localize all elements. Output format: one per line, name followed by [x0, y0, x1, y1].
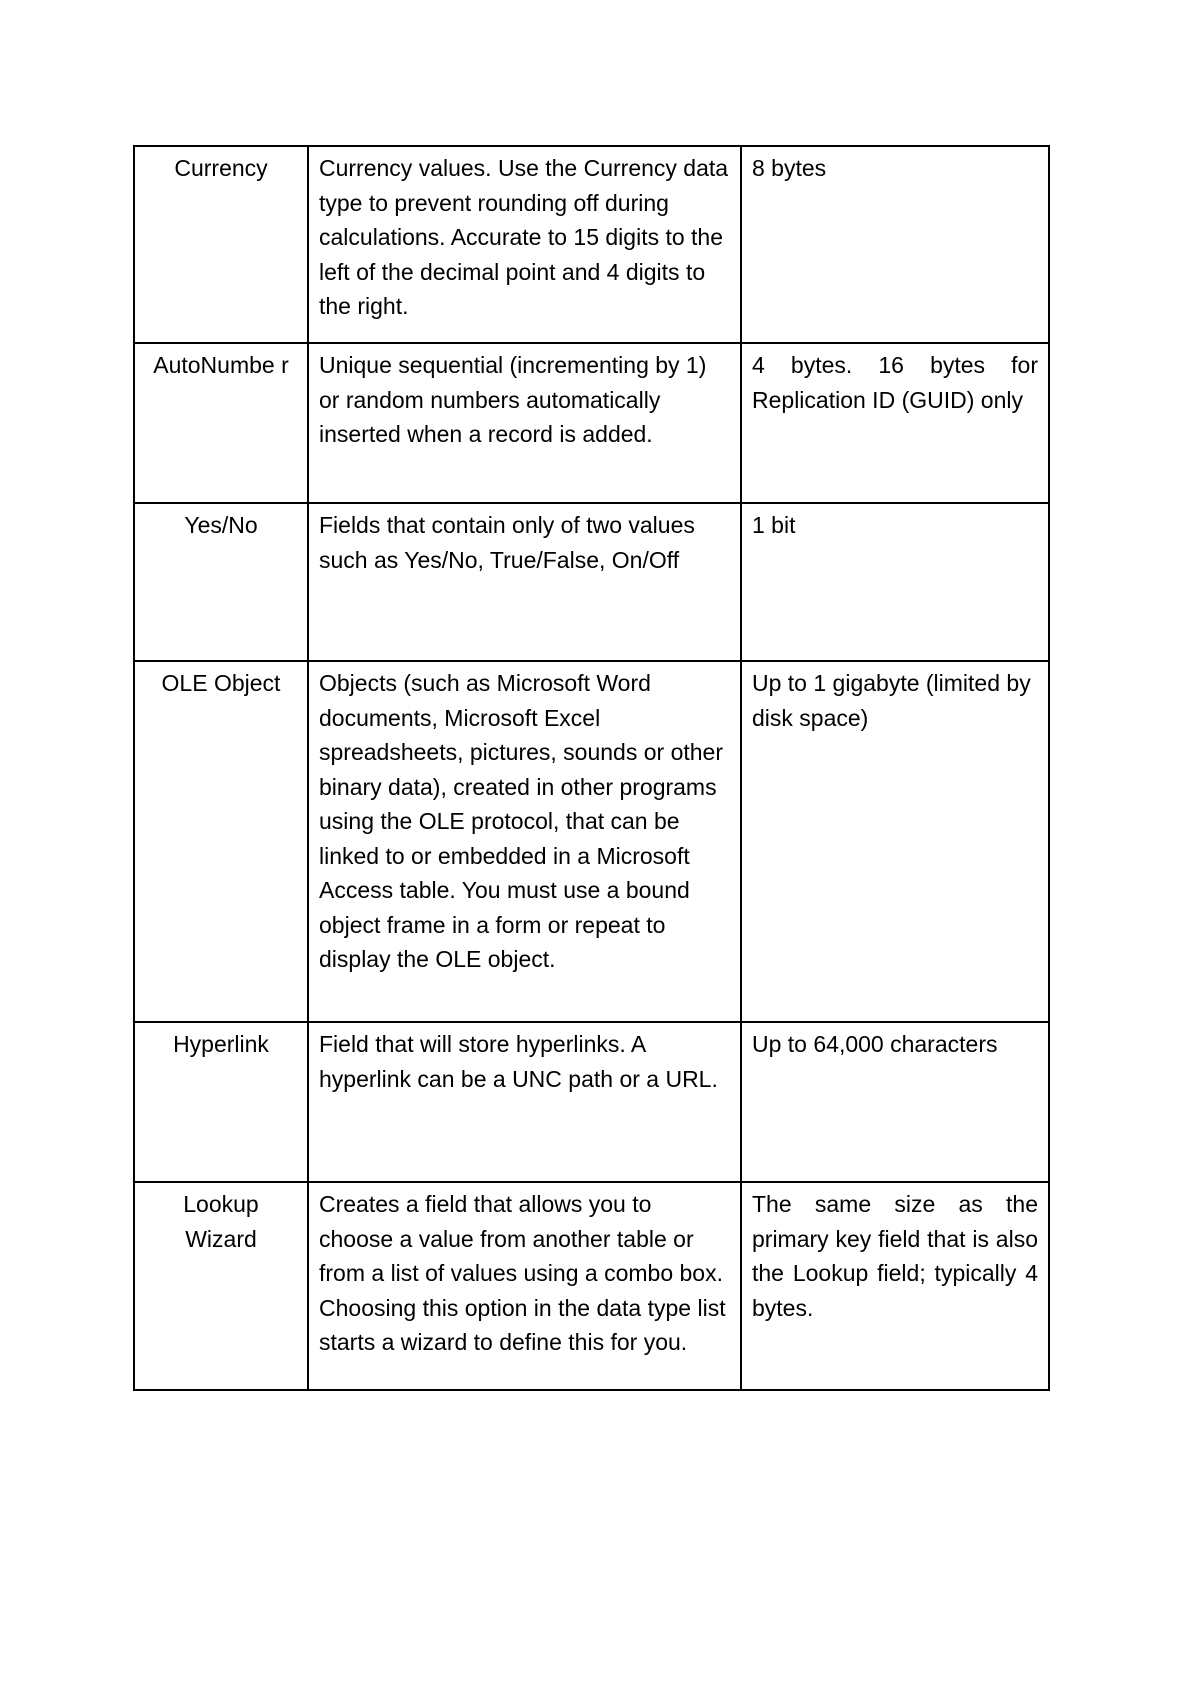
description-cell: Currency values. Use the Currency data type to prevent rounding off during calculations. Accurate to 15 digits to the left of the decimal point and 4 digits to the right. — [308, 146, 741, 343]
type-name: Hyperlink — [173, 1031, 269, 1057]
type-name: Lookup Wizard — [183, 1191, 259, 1252]
table-row-yes-no — [134, 503, 1049, 661]
size-cell: Up to 1 gigabyte (limited by disk space) — [741, 661, 1049, 1022]
table-row-currency — [134, 146, 1049, 343]
table-row-ole-object — [134, 661, 1049, 1022]
size-cell: 8 bytes — [741, 146, 1049, 343]
description-cell: Creates a field that allows you to choose a value from another table or from a list of values using a combo box. Choosing this option in the data type list starts a wizard to define this for you. — [308, 1182, 741, 1390]
type-name: Currency — [174, 155, 268, 181]
type-cell — [134, 503, 308, 661]
description-cell: Unique sequential (incrementing by 1) or random numbers automatically inserted when a record is added. — [308, 343, 741, 503]
size-cell: 1 bit — [741, 503, 1049, 661]
type-name: AutoNumbe r — [153, 352, 289, 378]
table-row-hyperlink — [134, 1022, 1049, 1182]
type-name: Yes/No — [184, 512, 258, 538]
type-cell — [134, 1022, 308, 1182]
description-cell: Objects (such as Microsoft Word documents, Microsoft Excel spreadsheets, pictures, sounds or other binary data), created in other programs using the OLE protocol, that can be linked to or embedded in a Microsoft Access table. You must use a bound object frame in a form or repeat to display the OLE object. — [308, 661, 741, 1022]
data-types-table — [133, 145, 1050, 1391]
size-cell: The same size as the primary key field that is also the Lookup field; typically 4 bytes. — [741, 1182, 1049, 1390]
size-cell: Up to 64,000 characters — [741, 1022, 1049, 1182]
description-cell: Fields that contain only of two values such as Yes/No, True/False, On/Off — [308, 503, 741, 661]
type-cell — [134, 343, 308, 503]
description-cell: Field that will store hyperlinks. A hyperlink can be a UNC path or a URL. — [308, 1022, 741, 1182]
size-cell: 4 bytes. 16 bytes for Replication ID (GUID) only — [741, 343, 1049, 503]
type-cell — [134, 661, 308, 1022]
type-cell — [134, 146, 308, 343]
type-cell — [134, 1182, 308, 1390]
table-row-autonumber — [134, 343, 1049, 503]
table-row-lookup-wizard — [134, 1182, 1049, 1390]
type-name: OLE Object — [161, 670, 281, 696]
